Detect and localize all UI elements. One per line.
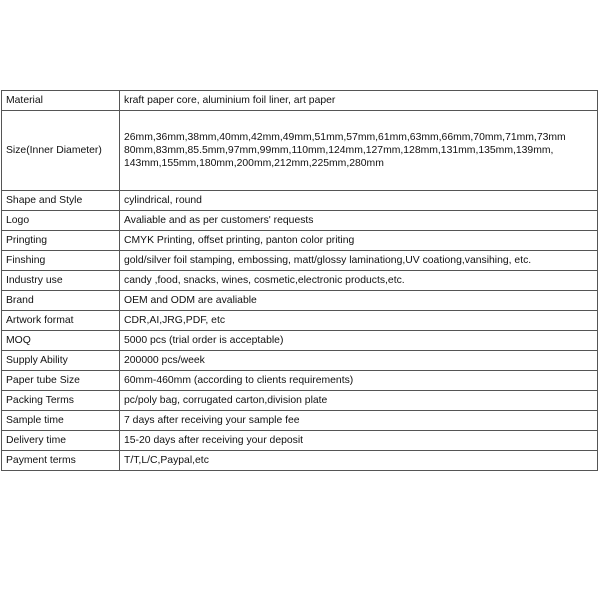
table-row	[2, 91, 598, 111]
table-row	[2, 331, 598, 351]
table-row	[2, 291, 598, 311]
row-label-sample: Sample time	[2, 411, 120, 431]
row-value-material: kraft paper core, aluminium foil liner, art paper	[120, 91, 598, 111]
row-label-packing: Packing Terms	[2, 391, 120, 411]
row-label-industry: Industry use	[2, 271, 120, 291]
row-label-payment: Payment terms	[2, 451, 120, 471]
row-label-brand: Brand	[2, 291, 120, 311]
table-row	[2, 431, 598, 451]
row-value-logo: Avaliable and as per customers' requests	[120, 211, 598, 231]
row-label-artwork: Artwork format	[2, 311, 120, 331]
table-row	[2, 111, 598, 191]
table-row	[2, 391, 598, 411]
row-label-delivery: Delivery time	[2, 431, 120, 451]
table-row	[2, 371, 598, 391]
table-row	[2, 251, 598, 271]
row-value-payment: T/T,L/C,Paypal,etc	[120, 451, 598, 471]
size-line-1: 26mm,36mm,38mm,40mm,42mm,49mm,51mm,57mm,61mm,63mm,66mm,70mm,71mm,73mm	[124, 132, 566, 143]
row-label-moq: MOQ	[2, 331, 120, 351]
row-label-logo: Logo	[2, 211, 120, 231]
row-value-delivery: 15-20 days after receiving your deposit	[120, 431, 598, 451]
row-value-artwork: CDR,AI,JRG,PDF, etc	[120, 311, 598, 331]
row-value-brand: OEM and ODM are avaliable	[120, 291, 598, 311]
row-label-printing: Pringting	[2, 231, 120, 251]
row-value-industry: candy ,food, snacks, wines, cosmetic,electronic products,etc.	[120, 271, 598, 291]
row-value-tube-size: 60mm-460mm (according to clients requirements)	[120, 371, 598, 391]
table-row	[2, 311, 598, 331]
table-row	[2, 191, 598, 211]
row-label-supply: Supply Ability	[2, 351, 120, 371]
table-row	[2, 271, 598, 291]
row-value-moq: 5000 pcs (trial order is acceptable)	[120, 331, 598, 351]
table-row	[2, 231, 598, 251]
table-row	[2, 211, 598, 231]
row-label-shape: Shape and Style	[2, 191, 120, 211]
row-label-tube-size: Paper tube Size	[2, 371, 120, 391]
table-row	[2, 411, 598, 431]
row-value-printing: CMYK Printing, offset printing, panton color priting	[120, 231, 598, 251]
row-value-sample: 7 days after receiving your sample fee	[120, 411, 598, 431]
row-label-size: Size(Inner Diameter)	[2, 111, 120, 191]
row-value-packing: pc/poly bag, corrugated carton,division plate	[120, 391, 598, 411]
size-line-2: 80mm,83mm,85.5mm,97mm,99mm,110mm,124mm,127mm,128mm,131mm,135mm,139mm,	[124, 145, 554, 156]
table-row	[2, 451, 598, 471]
row-label-finishing: Finshing	[2, 251, 120, 271]
size-line-3: 143mm,155mm,180mm,200mm,212mm,225mm,280mm	[124, 158, 384, 169]
row-label-material: Material	[2, 91, 120, 111]
row-value-size	[120, 111, 598, 191]
table-row	[2, 351, 598, 371]
row-value-supply: 200000 pcs/week	[120, 351, 598, 371]
row-value-shape: cylindrical, round	[120, 191, 598, 211]
row-value-finishing: gold/silver foil stamping, embossing, matt/glossy laminationg,UV coationg,vansihing, etc.	[120, 251, 598, 271]
spec-table	[1, 90, 598, 471]
